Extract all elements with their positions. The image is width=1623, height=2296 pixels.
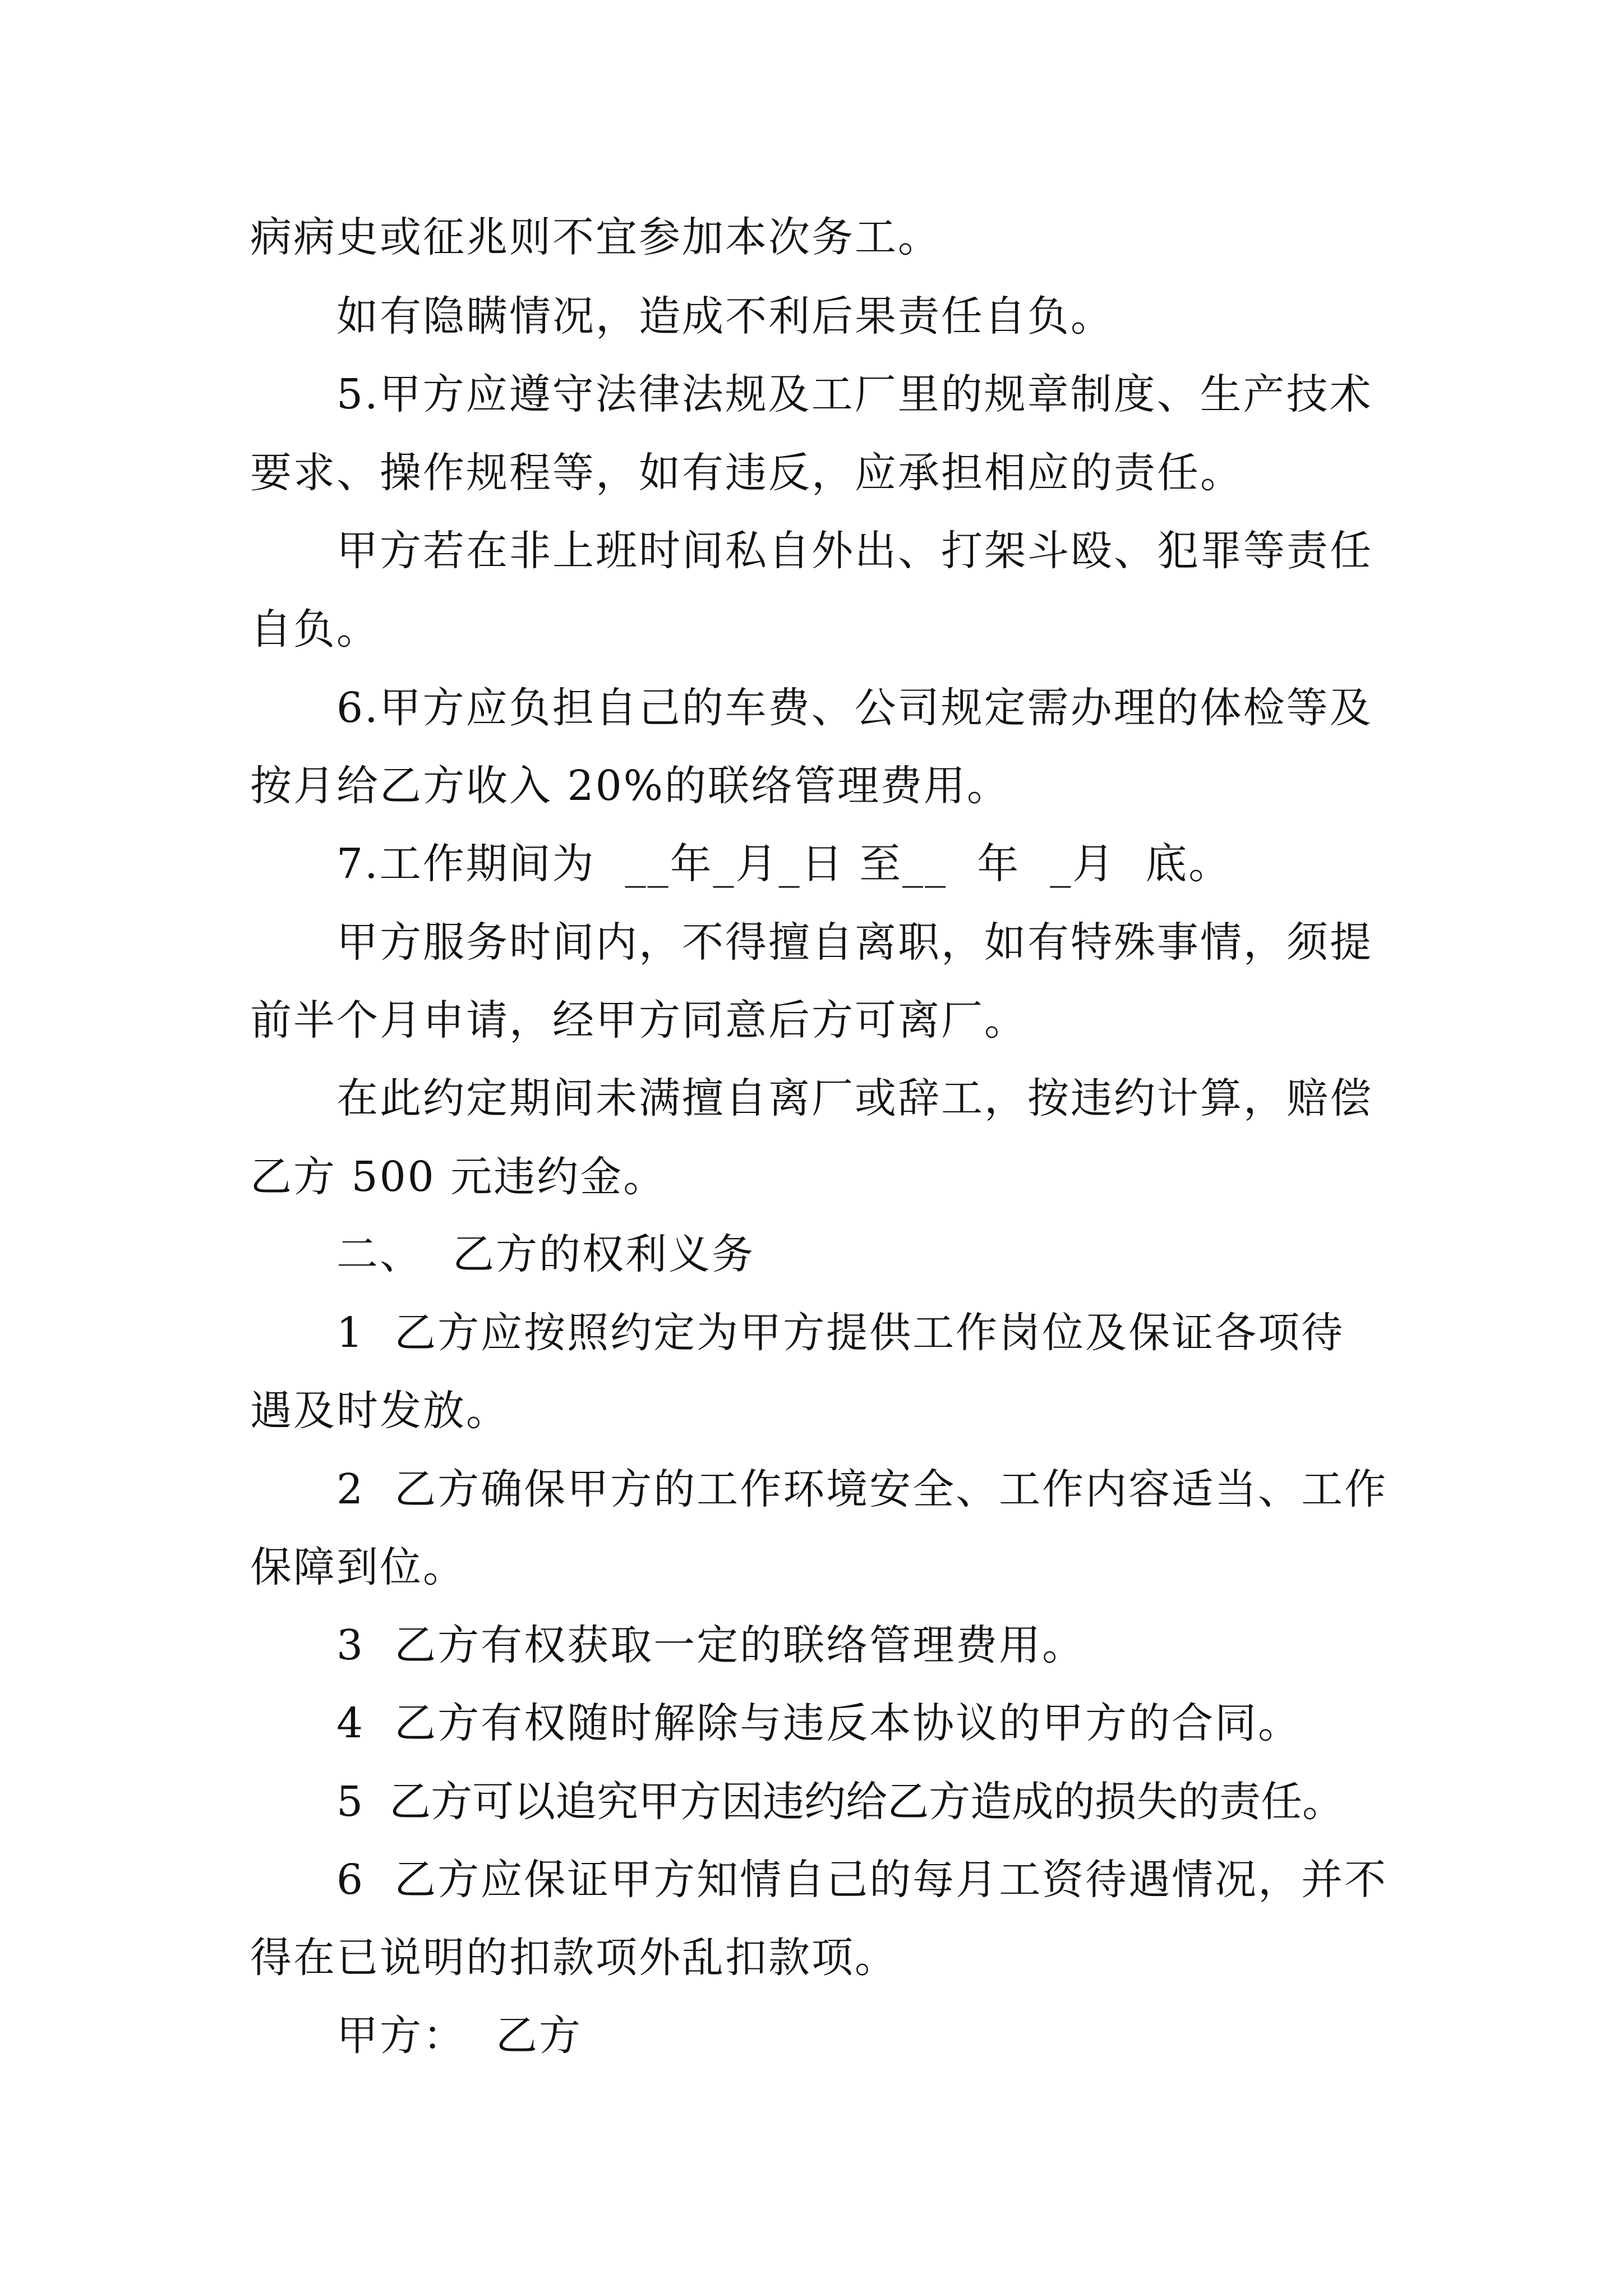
text-line: 如有隐瞒情况，造成不利后果责任自负。: [336, 292, 1114, 341]
text-line: 乙方 500 元违约金。: [250, 1153, 667, 1201]
text-line: 5.甲方应遵守法律法规及工厂里的规章制度、生产技术: [336, 370, 1373, 418]
text-line: 得在已说明的扣款项外乱扣款项。: [250, 1934, 898, 1982]
text-line: 前半个月申请，经甲方同意后方可离厂。: [250, 996, 1027, 1045]
text-line: 在此约定期间未满擅自离厂或辞工，按违约计算，赔偿: [336, 1074, 1373, 1122]
text-line: 保障到位。: [250, 1543, 466, 1591]
text-line: 甲方若在非上班时间私自外出、打架斗殴、犯罪等责任: [336, 527, 1373, 575]
text-line: 4 乙方有权随时解除与违反本协议的甲方的合同。: [336, 1699, 1302, 1747]
text-line: 3 乙方有权获取一定的联络管理费用。: [336, 1621, 1086, 1669]
section-heading: 二、 乙方的权利义务: [336, 1230, 755, 1278]
text-line: 1 乙方应按照约定为甲方提供工作岗位及保证各项待: [336, 1309, 1345, 1357]
text-line: 按月给乙方收入 20%的联络管理费用。: [250, 762, 1010, 810]
signature-line: 甲方： 乙方: [336, 2012, 583, 2060]
text-line: 遇及时发放。: [250, 1387, 509, 1435]
text-line: 7.工作期间为 __年_月_日 至__ 年 _月 底。: [336, 840, 1232, 888]
text-line: 5 乙方可以追究甲方因违约给乙方造成的损失的责任。: [336, 1778, 1344, 1826]
text-line: 6.甲方应负担自己的车费、公司规定需办理的体检等及: [336, 684, 1373, 732]
text-line: 6 乙方应保证甲方知情自己的每月工资待遇情况，并不: [336, 1856, 1388, 1904]
text-line: 自负。: [250, 605, 380, 654]
text-line: 病病史或征兆则不宜参加本次务工。: [250, 213, 941, 261]
text-line: 要求、操作规程等，如有违反，应承担相应的责任。: [250, 449, 1243, 497]
text-line: 2 乙方确保甲方的工作环境安全、工作内容适当、工作: [336, 1465, 1388, 1513]
text-line: 甲方服务时间内，不得擅自离职，如有特殊事情，须提: [336, 918, 1373, 967]
